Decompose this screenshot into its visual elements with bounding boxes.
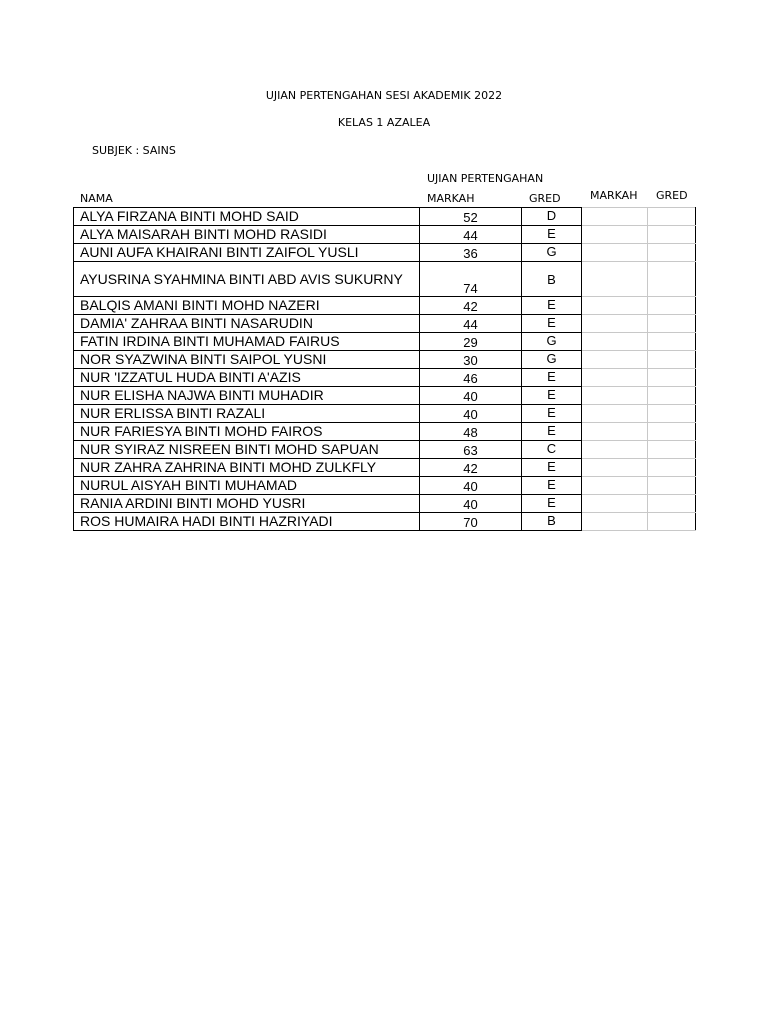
student-markah: 40 xyxy=(420,405,522,423)
empty-gred-cell xyxy=(648,405,696,423)
student-markah: 44 xyxy=(420,315,522,333)
empty-markah-cell xyxy=(582,477,648,495)
student-name: NURUL AISYAH BINTI MUHAMAD xyxy=(74,477,420,495)
student-markah: 30 xyxy=(420,351,522,369)
empty-markah-cell xyxy=(582,208,648,226)
student-markah: 63 xyxy=(420,441,522,459)
column-header-markah: MARKAH xyxy=(427,192,475,205)
table-row xyxy=(74,315,696,333)
table-row xyxy=(74,513,696,531)
student-name: AYUSRINA SYAHMINA BINTI ABD AVIS SUKURNY xyxy=(74,262,420,297)
table-row xyxy=(74,495,696,513)
student-name: DAMIA' ZAHRAA BINTI NASARUDIN xyxy=(74,315,420,333)
student-name: BALQIS AMANI BINTI MOHD NAZERI xyxy=(74,297,420,315)
exam-group-header: UJIAN PERTENGAHAN xyxy=(427,172,544,185)
subject-label: SUBJEK : SAINS xyxy=(92,144,176,157)
column-header-nama: NAMA xyxy=(80,192,113,205)
empty-gred-cell xyxy=(648,387,696,405)
empty-gred-cell xyxy=(648,315,696,333)
student-markah: 74 xyxy=(420,262,522,297)
empty-gred-cell xyxy=(648,369,696,387)
grades-table xyxy=(73,207,696,531)
student-name: ALYA FIRZANA BINTI MOHD SAID xyxy=(74,208,420,226)
empty-markah-cell xyxy=(582,226,648,244)
empty-markah-cell xyxy=(582,315,648,333)
student-name: NUR ZAHRA ZAHRINA BINTI MOHD ZULKFLY xyxy=(74,459,420,477)
student-gred: E xyxy=(522,297,582,315)
empty-markah-cell xyxy=(582,495,648,513)
empty-markah-cell xyxy=(582,297,648,315)
empty-markah-cell xyxy=(582,405,648,423)
student-markah: 70 xyxy=(420,513,522,531)
table-row xyxy=(74,423,696,441)
empty-markah-cell xyxy=(582,423,648,441)
student-name: NUR ERLISSA BINTI RAZALI xyxy=(74,405,420,423)
column-header-gred: GRED xyxy=(529,192,561,205)
student-gred: E xyxy=(522,387,582,405)
student-name: NOR SYAZWINA BINTI SAIPOL YUSNI xyxy=(74,351,420,369)
empty-gred-cell xyxy=(648,226,696,244)
table-row xyxy=(74,351,696,369)
student-gred: E xyxy=(522,423,582,441)
student-gred: E xyxy=(522,226,582,244)
empty-gred-cell xyxy=(648,477,696,495)
student-gred: E xyxy=(522,477,582,495)
student-name: NUR FARIESYA BINTI MOHD FAIROS xyxy=(74,423,420,441)
empty-gred-cell xyxy=(648,423,696,441)
empty-markah-cell xyxy=(582,459,648,477)
student-markah: 44 xyxy=(420,226,522,244)
empty-gred-cell xyxy=(648,459,696,477)
empty-gred-cell xyxy=(648,351,696,369)
student-markah: 42 xyxy=(420,459,522,477)
student-markah: 40 xyxy=(420,387,522,405)
student-markah: 42 xyxy=(420,297,522,315)
empty-markah-cell xyxy=(582,387,648,405)
student-name: NUR 'IZZATUL HUDA BINTI A'AZIS xyxy=(74,369,420,387)
student-markah: 36 xyxy=(420,244,522,262)
class-label: KELAS 1 AZALEA xyxy=(337,116,431,129)
empty-gred-cell xyxy=(648,495,696,513)
empty-markah-cell xyxy=(582,244,648,262)
empty-gred-cell xyxy=(648,333,696,351)
table-row xyxy=(74,226,696,244)
empty-markah-cell xyxy=(582,351,648,369)
table-row xyxy=(74,297,696,315)
student-name: NUR SYIRAZ NISREEN BINTI MOHD SAPUAN xyxy=(74,441,420,459)
student-name: AUNI AUFA KHAIRANI BINTI ZAIFOL YUSLI xyxy=(74,244,420,262)
student-gred: B xyxy=(522,513,582,531)
empty-markah-cell xyxy=(582,441,648,459)
student-name: NUR ELISHA NAJWA BINTI MUHADIR xyxy=(74,387,420,405)
student-gred: D xyxy=(522,208,582,226)
grades-table-body xyxy=(74,208,696,531)
student-gred: G xyxy=(522,351,582,369)
empty-gred-cell xyxy=(648,513,696,531)
student-markah: 52 xyxy=(420,208,522,226)
table-row xyxy=(74,262,696,297)
student-gred: E xyxy=(522,315,582,333)
column-header-markah-2: MARKAH xyxy=(590,189,638,202)
student-name: FATIN IRDINA BINTI MUHAMAD FAIRUS xyxy=(74,333,420,351)
column-header-gred-2: GRED xyxy=(656,189,688,202)
student-gred: C xyxy=(522,441,582,459)
empty-markah-cell xyxy=(582,369,648,387)
student-gred: B xyxy=(522,262,582,297)
student-gred: E xyxy=(522,495,582,513)
student-markah: 29 xyxy=(420,333,522,351)
empty-gred-cell xyxy=(648,208,696,226)
student-gred: G xyxy=(522,333,582,351)
empty-gred-cell xyxy=(648,297,696,315)
empty-gred-cell xyxy=(648,441,696,459)
table-row xyxy=(74,333,696,351)
empty-markah-cell xyxy=(582,262,648,297)
empty-markah-cell xyxy=(582,513,648,531)
student-gred: E xyxy=(522,405,582,423)
empty-markah-cell xyxy=(582,333,648,351)
student-name: ROS HUMAIRA HADI BINTI HAZRIYADI xyxy=(74,513,420,531)
table-row xyxy=(74,477,696,495)
student-gred: E xyxy=(522,459,582,477)
table-row xyxy=(74,369,696,387)
student-name: ALYA MAISARAH BINTI MOHD RASIDI xyxy=(74,226,420,244)
student-gred: E xyxy=(522,369,582,387)
student-markah: 40 xyxy=(420,477,522,495)
student-markah: 46 xyxy=(420,369,522,387)
table-row xyxy=(74,459,696,477)
student-markah: 48 xyxy=(420,423,522,441)
table-row xyxy=(74,405,696,423)
table-row xyxy=(74,208,696,226)
table-row xyxy=(74,244,696,262)
table-row xyxy=(74,441,696,459)
empty-gred-cell xyxy=(648,262,696,297)
empty-gred-cell xyxy=(648,244,696,262)
table-row xyxy=(74,387,696,405)
student-name: RANIA ARDINI BINTI MOHD YUSRI xyxy=(74,495,420,513)
page-title: UJIAN PERTENGAHAN SESI AKADEMIK 2022 xyxy=(265,89,503,102)
student-gred: G xyxy=(522,244,582,262)
student-markah: 40 xyxy=(420,495,522,513)
